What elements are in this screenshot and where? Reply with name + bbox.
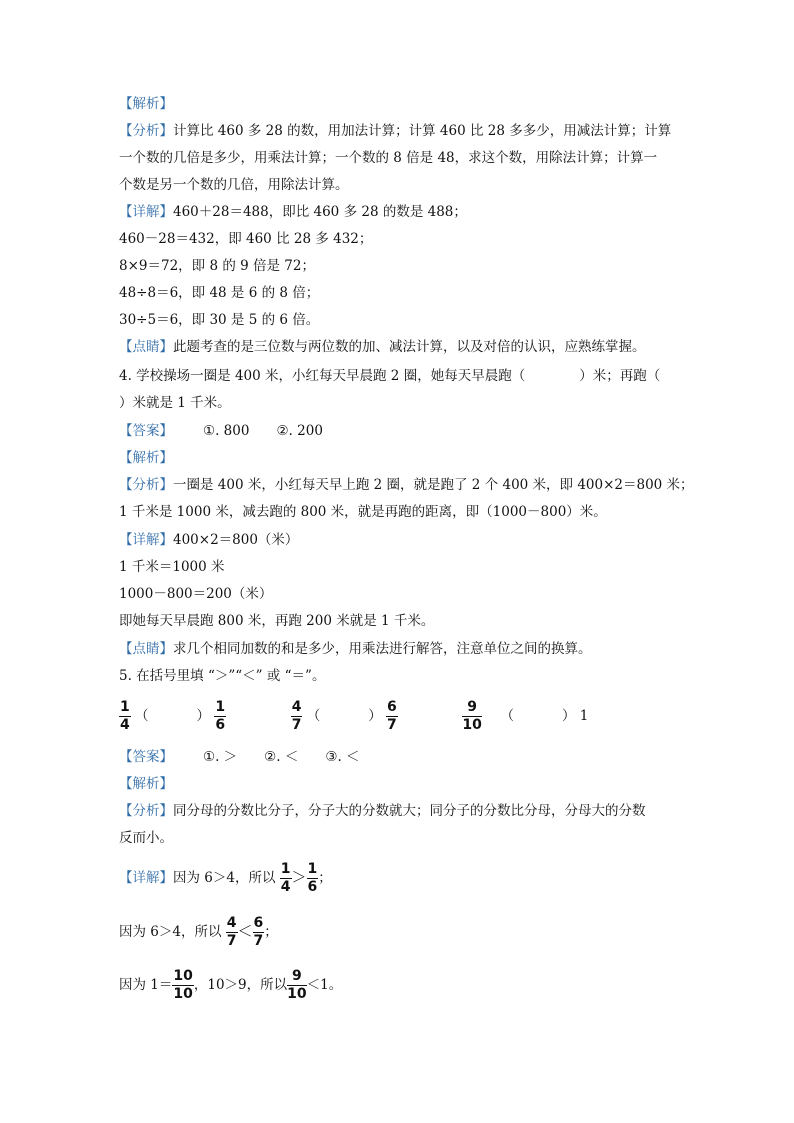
q5-detail-text-3: 因为 1＝	[119, 977, 173, 993]
blank-paren-close: ）	[561, 708, 576, 724]
q5-answer-text: ①. ＞ ②. ＜ ③. ＜	[203, 749, 360, 765]
fraction: $\frac{6}{7}$	[253, 915, 264, 949]
comment-tag: 【点睛】	[119, 641, 173, 657]
q5-detail-text-2: 因为 6＞4，所以	[119, 924, 222, 940]
detail-tag: 【详解】	[119, 870, 173, 886]
q4-stem-line-1: 4. 学校操场一圈是 400 米，小红每天早晨跑 2 圈，她每天早晨跑（ ）米；再跑（	[119, 368, 661, 384]
answer-tag: 【答案】	[119, 423, 173, 439]
fraction: $\frac{1}{4}$	[280, 861, 291, 895]
fraction: $\frac{9}{10}$	[287, 968, 307, 1002]
q4-stem-line-2: ）米就是 1 千米。	[119, 395, 231, 411]
q4-comment-text: 求几个相同加数的和是多少，用乘法进行解答，注意单位之间的换算。	[173, 641, 592, 657]
q5-detail-line-2: 因为 6＞4，所以 $\frac{4}{7}$ ＜ $\frac{6}{7}$ ；	[119, 915, 278, 949]
q5-detail-line-1: 【详解】因为 6＞4，所以 $\frac{1}{4}$ ＞ $\frac{1}{6}$ ；	[119, 861, 332, 895]
fenxi-tag: 【分析】	[119, 477, 173, 493]
q4-detail-line-1	[119, 530, 298, 550]
q3-detail-line-3: 8×9＝72，即 8 的 9 倍是 72；	[119, 258, 315, 274]
blank-paren-open: （	[306, 708, 321, 724]
q4-fenxi-line-2: 1 千米是 1000 米，减去跑的 800 米，就是再跑的距离，即（1000－800）米。	[119, 504, 607, 520]
fraction: $\frac{1}{6}$	[215, 699, 226, 733]
q3-comment-text: 此题考查的是三位数与两位数的加、减法计算，以及对倍的认识，应熟练掌握。	[173, 339, 646, 355]
q5-answer-line	[119, 747, 360, 767]
q4-fenxi-text-1: 一圈是 400 米，小红每天早上跑 2 圈，就是跑了 2 个 400 米，即 400×2＝800 米；	[173, 477, 694, 493]
q5-detail-line-3	[119, 966, 342, 1004]
blank-paren-close: ）	[368, 708, 382, 724]
q4-comment-line	[119, 639, 592, 659]
blank-paren-open: （	[135, 708, 149, 724]
fenxi-tag: 【分析】	[119, 803, 173, 819]
blank-paren-close: ）	[196, 708, 211, 724]
fraction: $\frac{4}{7}$	[291, 699, 302, 733]
q3-detail-text-1: 460＋28＝488，即比 460 多 28 的数是 488；	[173, 204, 467, 220]
q4-detail-line-2: 1 千米＝1000 米	[119, 559, 225, 575]
q4-detail-line-3: 1000－800＝200（米）	[119, 586, 273, 602]
blank-paren-open: （	[500, 708, 514, 724]
analysis-heading: 【解析】	[119, 96, 173, 112]
q4-answer-line	[119, 421, 323, 441]
q5-fenxi-line-1	[119, 801, 646, 821]
q5-analysis-heading: 【解析】	[119, 776, 173, 792]
q3-fenxi-text-1: 计算比 460 多 28 的数，用加法计算；计算 460 比 28 多多少，用减法计算；计算	[173, 123, 672, 139]
fraction: $\frac{10}{10}$	[173, 968, 193, 1002]
less-than-sign: ＜	[237, 922, 253, 940]
fraction: $\frac{6}{7}$	[387, 699, 397, 733]
q5-stem-line: 5. 在括号里填 “＞”“＜” 或 “＝”。	[119, 668, 326, 684]
q5-detail-text-1: 因为 6＞4，所以	[173, 870, 276, 886]
q5-detail-text-3-end: ＜1。	[306, 977, 343, 993]
q3-detail-line-5: 30÷5＝6，即 30 是 5 的 6 倍。	[119, 312, 320, 328]
q4-answer-text: ①. 800 ②. 200	[203, 423, 323, 439]
q3-detail-line-1	[119, 202, 467, 222]
q3-detail-line-4: 48÷8＝6，即 48 是 6 的 8 倍；	[119, 285, 320, 301]
q4-fenxi-line-1	[119, 475, 694, 495]
q3-detail-line-2: 460－28＝432，即 460 比 28 多 432；	[119, 231, 373, 247]
q3-comment-line	[119, 337, 646, 357]
q4-analysis-heading: 【解析】	[119, 450, 173, 466]
number-one: 1	[579, 708, 589, 724]
fraction: $\frac{4}{7}$	[226, 915, 237, 949]
q5-fenxi-line-2: 反而小。	[119, 830, 173, 846]
q3-fenxi-line-2: 一个数的几倍是多少，用乘法计算；一个数的 8 倍是 48，求这个数，用除法计算；计算一	[119, 150, 658, 166]
fenxi-tag: 【分析】	[119, 123, 173, 139]
q3-fenxi-line-3: 个数是另一个数的几倍，用除法计算。	[119, 177, 349, 193]
fraction: $\frac{9}{10}$	[462, 699, 482, 733]
q5-fenxi-text-1: 同分母的分数比分子，分子大的分数就大；同分子的分数比分母，分母大的分数	[173, 803, 646, 819]
answer-tag: 【答案】	[119, 749, 173, 765]
fraction: $\frac{1}{6}$	[307, 861, 318, 895]
q4-detail-text-1: 400×2＝800（米）	[173, 532, 299, 548]
q3-fenxi-line-1	[119, 121, 671, 141]
fraction: $\frac{1}{4}$	[120, 699, 130, 733]
q5-detail-text-3-mid: ，10＞9，所以	[193, 977, 288, 993]
greater-than-sign: ＞	[291, 868, 307, 886]
q4-detail-line-4: 即她每天早晨跑 800 米，再跑 200 米就是 1 千米。	[119, 613, 435, 629]
comment-tag: 【点睛】	[119, 339, 173, 355]
detail-tag: 【详解】	[119, 532, 173, 548]
detail-tag: 【详解】	[119, 204, 173, 220]
q5-compare-row	[119, 697, 588, 735]
